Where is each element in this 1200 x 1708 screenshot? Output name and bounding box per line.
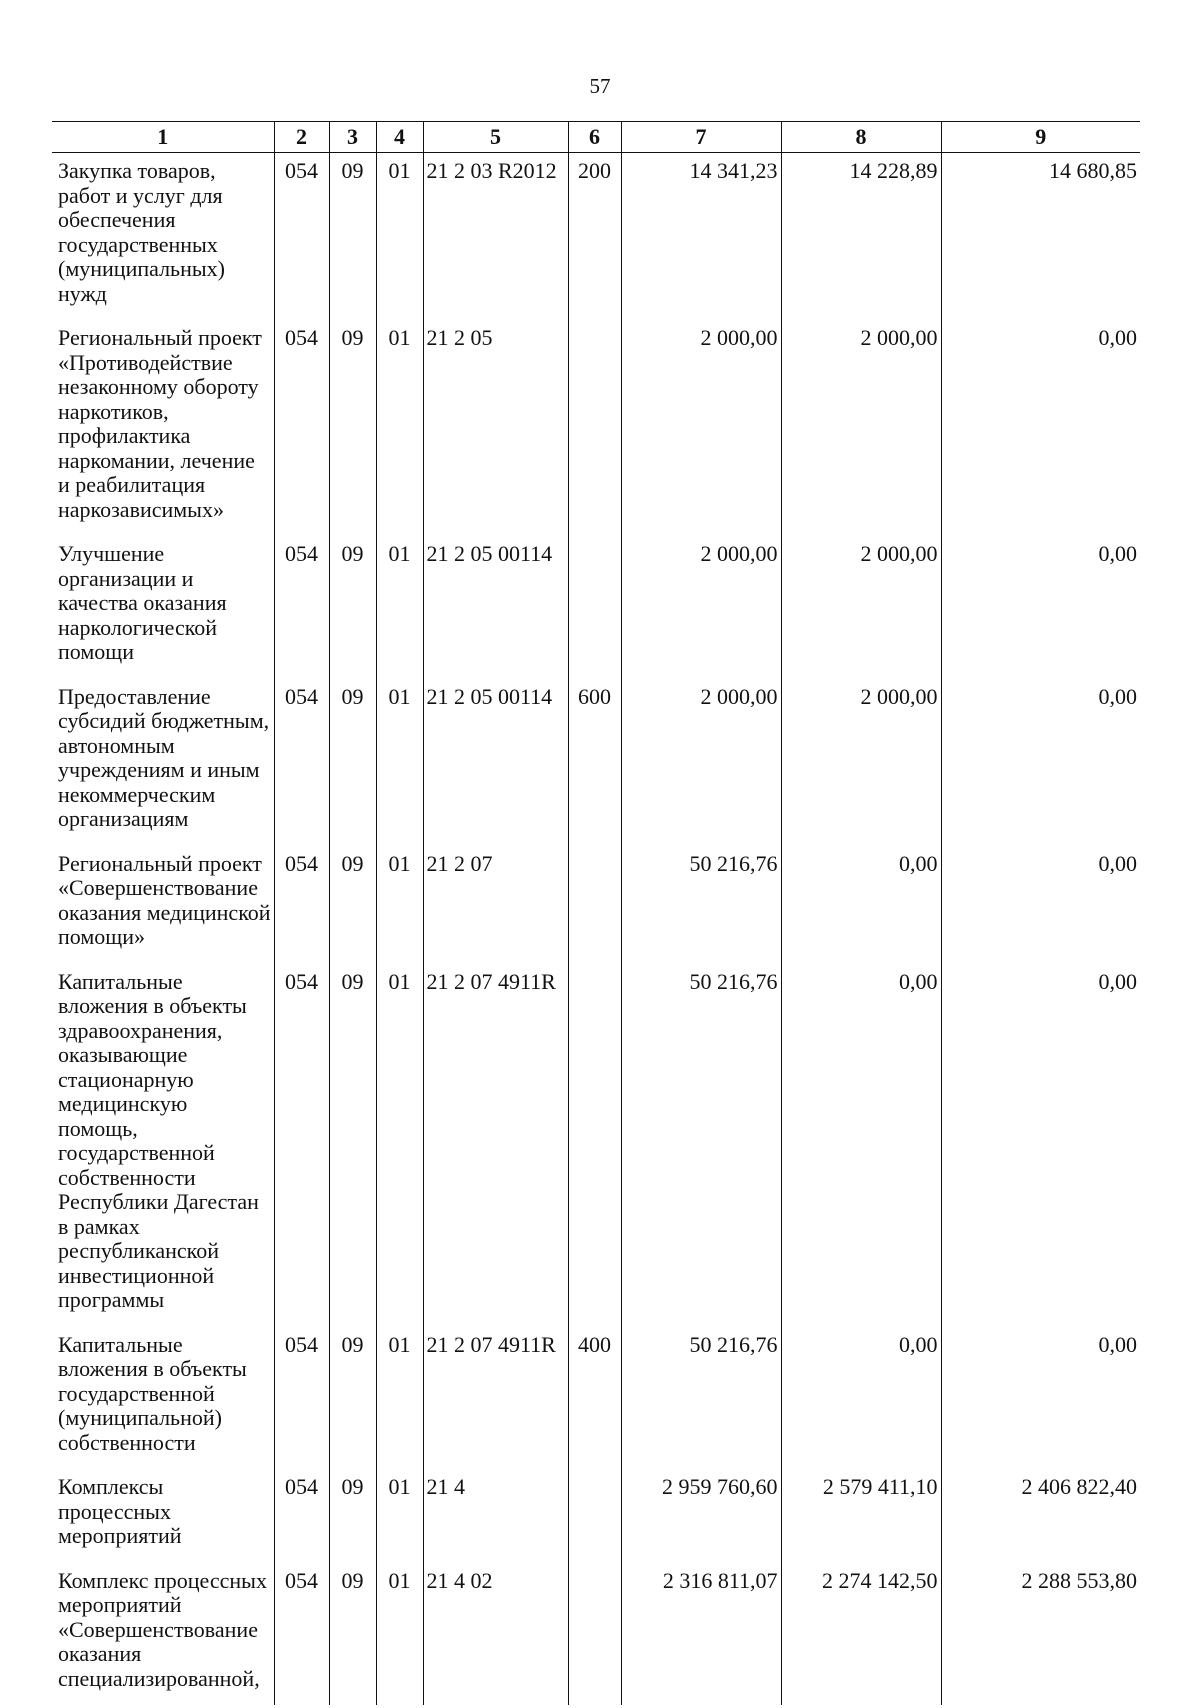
section-code: 09	[329, 320, 376, 536]
ministry-code: 054	[274, 964, 329, 1327]
budget-table	[52, 121, 1140, 1705]
header-col-9: 9	[941, 122, 1140, 153]
amount-col-9: 0,00	[941, 679, 1140, 846]
ministry-code: 054	[274, 1563, 329, 1706]
ministry-code: 054	[274, 153, 329, 321]
row-name: Региональный проект «Совершенствование оказания медицинской помощи»	[58, 850, 271, 949]
header-col-4: 4	[376, 122, 423, 153]
amount-col-9: 2 288 553,80	[941, 1563, 1140, 1706]
expense-type-code	[568, 536, 621, 679]
subsection-code: 01	[376, 679, 423, 846]
amount-col-8: 2 579 411,10	[781, 1469, 941, 1563]
amount-col-9: 14 680,85	[941, 153, 1140, 321]
row-name: Улучшение организации и качества оказания наркологической помощи	[58, 541, 227, 664]
amount-col-7: 14 341,23	[621, 153, 781, 321]
row-name: Закупка товаров, работ и услуг для обеспечения государственных (муниципальных) нужд	[58, 158, 225, 306]
section-code: 09	[329, 1563, 376, 1706]
amount-col-8: 2 000,00	[781, 679, 941, 846]
table-row	[52, 1563, 1140, 1706]
target-article-code: 21 2 07	[423, 846, 568, 964]
subsection-code: 01	[376, 153, 423, 321]
row-name: Региональный проект «Противодействие незаконному обороту наркотиков, профилактика наркомании, лечение и реабилитация наркозависимых»	[58, 325, 262, 522]
table-row	[52, 964, 1140, 1327]
table-row	[52, 1469, 1140, 1563]
target-article-code: 21 4 02	[423, 1563, 568, 1706]
amount-col-8: 2 274 142,50	[781, 1563, 941, 1706]
section-code: 09	[329, 679, 376, 846]
row-name: Комплекс процессных мероприятий «Совершенствование оказания специализированной,	[58, 1567, 267, 1691]
ministry-code: 054	[274, 536, 329, 679]
table-row	[52, 153, 1140, 321]
row-name: Капитальные вложения в объекты государственной (муниципальной) собственности	[58, 1331, 247, 1455]
amount-col-9: 2 406 822,40	[941, 1469, 1140, 1563]
amount-col-8: 0,00	[781, 846, 941, 964]
amount-col-7: 2 000,00	[621, 320, 781, 536]
header-col-2: 2	[274, 122, 329, 153]
amount-col-9: 0,00	[941, 964, 1140, 1327]
amount-col-7: 2 000,00	[621, 536, 781, 679]
row-name: Предоставление субсидий бюджетным, автономным учреждениям и иным некоммерческим организациям	[58, 683, 270, 831]
section-code: 09	[329, 1469, 376, 1563]
row-name: Комплексы процессных мероприятий	[58, 1474, 182, 1548]
expense-type-code	[568, 964, 621, 1327]
section-code: 09	[329, 1327, 376, 1470]
ministry-code: 054	[274, 320, 329, 536]
amount-col-8: 2 000,00	[781, 320, 941, 536]
amount-col-8: 0,00	[781, 964, 941, 1327]
amount-col-8: 14 228,89	[781, 153, 941, 321]
ministry-code: 054	[274, 846, 329, 964]
amount-col-9: 0,00	[941, 1327, 1140, 1470]
amount-col-7: 2 316 811,07	[621, 1563, 781, 1706]
header-col-5: 5	[423, 122, 568, 153]
subsection-code: 01	[376, 1469, 423, 1563]
target-article-code: 21 2 05 00114	[423, 536, 568, 679]
header-col-7: 7	[621, 122, 781, 153]
amount-col-9: 0,00	[941, 536, 1140, 679]
subsection-code: 01	[376, 536, 423, 679]
subsection-code: 01	[376, 1563, 423, 1706]
amount-col-7: 50 216,76	[621, 1327, 781, 1470]
expense-type-code: 600	[568, 679, 621, 846]
target-article-code: 21 4	[423, 1469, 568, 1563]
subsection-code: 01	[376, 1327, 423, 1470]
ministry-code: 054	[274, 1469, 329, 1563]
amount-col-7: 50 216,76	[621, 964, 781, 1327]
amount-col-7: 2 000,00	[621, 679, 781, 846]
section-code: 09	[329, 153, 376, 321]
table-row	[52, 320, 1140, 536]
expense-type-code: 400	[568, 1327, 621, 1470]
ministry-code: 054	[274, 1327, 329, 1470]
page-number: 57	[589, 74, 611, 98]
section-code: 09	[329, 964, 376, 1327]
ministry-code: 054	[274, 679, 329, 846]
expense-type-code	[568, 846, 621, 964]
subsection-code: 01	[376, 846, 423, 964]
table-row	[52, 1327, 1140, 1470]
header-row	[52, 122, 1140, 153]
amount-col-8: 2 000,00	[781, 536, 941, 679]
target-article-code: 21 2 05	[423, 320, 568, 536]
subsection-code: 01	[376, 964, 423, 1327]
amount-col-7: 2 959 760,60	[621, 1469, 781, 1563]
table-row	[52, 846, 1140, 964]
header-col-3: 3	[329, 122, 376, 153]
amount-col-8: 0,00	[781, 1327, 941, 1470]
table-row	[52, 679, 1140, 846]
section-code: 09	[329, 536, 376, 679]
target-article-code: 21 2 05 00114	[423, 679, 568, 846]
target-article-code: 21 2 07 4911R	[423, 964, 568, 1327]
row-name: Капитальные вложения в объекты здравоохранения, оказывающие стационарную медицинскую помощь, государственной собственности Республики Дагестан в рамках республиканской инвестиционной программы	[58, 968, 259, 1312]
expense-type-code	[568, 1563, 621, 1706]
target-article-code: 21 2 03 R2012	[423, 153, 568, 321]
expense-type-code	[568, 1469, 621, 1563]
section-code: 09	[329, 846, 376, 964]
table-row	[52, 536, 1140, 679]
expense-type-code	[568, 320, 621, 536]
header-col-8: 8	[781, 122, 941, 153]
amount-col-9: 0,00	[941, 320, 1140, 536]
expense-type-code: 200	[568, 153, 621, 321]
header-col-6: 6	[568, 122, 621, 153]
target-article-code: 21 2 07 4911R	[423, 1327, 568, 1470]
subsection-code: 01	[376, 320, 423, 536]
amount-col-9: 0,00	[941, 846, 1140, 964]
header-col-1: 1	[52, 122, 274, 153]
amount-col-7: 50 216,76	[621, 846, 781, 964]
